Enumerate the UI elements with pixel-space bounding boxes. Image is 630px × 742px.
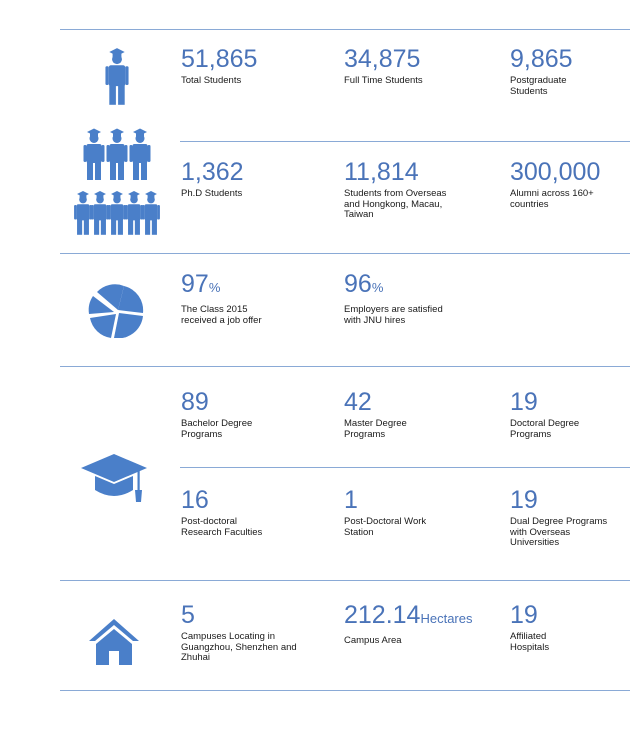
stat-postdoc-faculties — [181, 486, 276, 538]
row-divider — [180, 141, 630, 142]
stat-master-programs — [344, 388, 419, 440]
section-divider — [60, 366, 630, 367]
stat-label: Doctoral Degree Programs — [510, 418, 580, 440]
stat-number: 16 — [181, 486, 209, 514]
section-divider — [60, 29, 630, 30]
pie-chart-icon — [84, 282, 144, 338]
stat-label: Students from Overseas and Hongkong, Macau, Taiwan — [344, 188, 447, 220]
stat-number: 19 — [510, 601, 538, 629]
stat-bachelor-programs — [181, 388, 266, 440]
house-icon — [87, 617, 141, 665]
stat-label: The Class 2015 received a job offer — [181, 304, 262, 326]
graduates-pyramid-icon — [70, 46, 162, 236]
stat-number: 11,814 — [344, 158, 419, 186]
stat-postgraduate-students — [510, 45, 580, 97]
stat-number: 19 — [510, 388, 538, 416]
stat-label: Post-doctoral Research Faculties — [181, 516, 263, 538]
section-divider — [60, 690, 630, 691]
stat-label: Bachelor Degree Programs — [181, 418, 253, 440]
stat-full-time-students — [344, 45, 474, 87]
stat-label: Ph.D Students — [181, 188, 243, 199]
stat-overseas-students — [344, 158, 459, 221]
graduation-cap-icon — [80, 452, 148, 504]
stat-label: Employers are satisfied with JNU hires — [344, 304, 443, 326]
stat-number: 1 — [344, 486, 358, 514]
row-divider — [180, 467, 630, 468]
stat-number: 300,000 — [510, 158, 601, 186]
stat-number: 212.14Hectares — [344, 601, 473, 629]
stat-number: 9,865 — [510, 45, 573, 73]
stat-unit: Hectares — [420, 611, 473, 626]
stat-label: Postgraduate Students — [510, 75, 567, 97]
stat-number: 42 — [344, 388, 372, 416]
stat-unit: % — [208, 280, 221, 295]
stat-employer-satisfaction — [344, 270, 459, 326]
stat-number: 96% — [344, 270, 384, 298]
stat-affiliated-hospitals — [510, 601, 570, 653]
stat-job-offer — [181, 270, 281, 326]
stat-number: 51,865 — [181, 45, 258, 73]
section-divider — [60, 253, 630, 254]
stat-number: 34,875 — [344, 45, 421, 73]
stat-number: 5 — [181, 601, 195, 629]
stat-doctoral-programs — [510, 388, 590, 440]
stat-label: Dual Degree Programs with Overseas Universities — [510, 516, 608, 548]
stat-label: Campuses Locating in Guangzhou, Shenzhen and Zhuhai — [181, 631, 297, 663]
section-divider — [60, 580, 630, 581]
stat-label: Campus Area — [344, 635, 402, 646]
stat-label: Full Time Students — [344, 75, 423, 86]
stat-label: Post-Doctoral Work Station — [344, 516, 427, 538]
stat-alumni — [510, 158, 605, 210]
stat-label: Alumni across 160+ countries — [510, 188, 594, 210]
stat-phd-students — [181, 158, 311, 200]
stat-number: 1,362 — [181, 158, 244, 186]
stat-campus-area — [344, 601, 474, 647]
stat-dual-degree-programs — [510, 486, 610, 549]
stat-unit: % — [371, 280, 384, 295]
stat-number: 89 — [181, 388, 209, 416]
stat-campuses — [181, 601, 306, 664]
stat-number: 19 — [510, 486, 538, 514]
stat-label: Affiliated Hospitals — [510, 631, 550, 653]
stat-number: 97% — [181, 270, 221, 298]
stat-total-students — [181, 45, 311, 87]
stat-postdoc-station — [344, 486, 439, 538]
stat-label: Master Degree Programs — [344, 418, 407, 440]
stat-label: Total Students — [181, 75, 242, 86]
